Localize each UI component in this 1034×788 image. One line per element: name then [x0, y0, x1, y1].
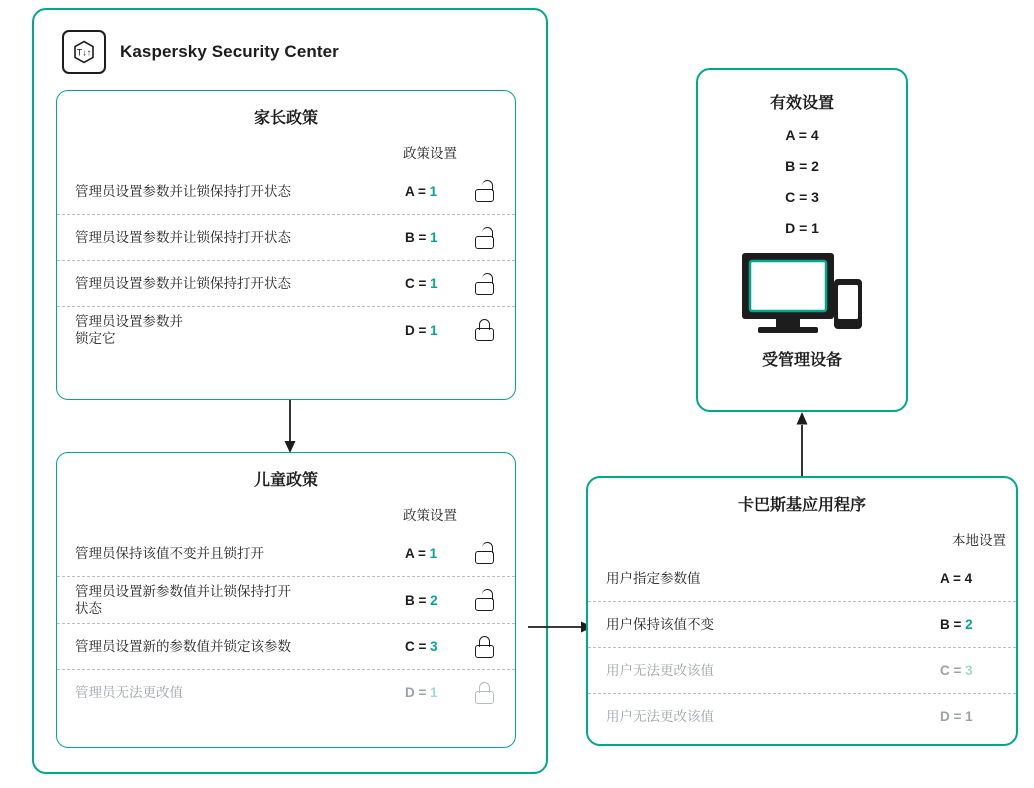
child-policy-rows [57, 530, 515, 715]
table-row [588, 647, 1016, 693]
table-row [57, 623, 515, 669]
application-column-header: 本地设置 [952, 533, 1006, 548]
lock-open-icon [475, 180, 494, 202]
row-description: 管理员设置参数并让锁保持打开状态 [75, 183, 291, 199]
table-row [57, 260, 515, 306]
row-value: A = 1 [405, 183, 438, 199]
effective-settings-title: 有效设置 [769, 95, 834, 112]
table-row [588, 693, 1016, 739]
arrow-parent-to-child [278, 400, 302, 456]
lock-cell [467, 636, 501, 658]
row-value: B = 2 [405, 592, 438, 608]
child-policy-column-header: 政策设置 [403, 508, 457, 523]
row-value: B = 2 [940, 617, 973, 632]
row-description: 管理员设置参数并 锁定它 [75, 314, 183, 346]
row-value: C = 1 [405, 276, 438, 291]
row-value: B = 1 [405, 230, 438, 245]
row-description: 用户保持该值不变 [606, 617, 714, 632]
row-description: 管理员无法更改值 [75, 685, 183, 700]
lock-open-icon [475, 273, 494, 295]
row-description: 用户指定参数值 [606, 570, 701, 586]
row-value: C = 3 [940, 663, 973, 678]
application-card [586, 476, 1018, 746]
effective-settings-card [696, 68, 908, 412]
svg-text:T↓↑: T↓↑ [76, 47, 92, 58]
lock-closed-icon [475, 682, 494, 704]
row-description: 用户无法更改该值 [606, 709, 714, 724]
lock-cell [467, 589, 501, 611]
managed-device-icon [698, 251, 906, 337]
lock-cell [467, 682, 501, 704]
row-value: A = 1 [405, 545, 438, 561]
parent-policy-title: 家长政策 [253, 110, 318, 127]
parent-policy-card [56, 90, 516, 400]
lock-cell [467, 542, 501, 564]
table-row [57, 530, 515, 576]
child-policy-card [56, 452, 516, 748]
row-description: 管理员设置新的参数值并锁定该参数 [75, 639, 291, 654]
product-title: Kaspersky Security Center [120, 42, 339, 61]
row-value: A = 4 [940, 570, 973, 586]
effective-value: C = 3 [785, 189, 819, 205]
lock-open-icon [475, 542, 494, 564]
table-row [57, 669, 515, 715]
managed-device-label: 受管理设备 [761, 352, 842, 369]
lock-cell [467, 180, 501, 202]
row-description: 用户无法更改该值 [606, 663, 714, 678]
table-row [588, 555, 1016, 601]
effective-value: A = 4 [785, 127, 819, 143]
row-description: 管理员设置新参数值并让锁保持打开 状态 [75, 584, 291, 616]
kaspersky-hex-icon [62, 30, 106, 74]
row-value: D = 1 [405, 685, 438, 700]
parent-policy-rows [57, 168, 515, 353]
ksc-header [62, 30, 339, 74]
lock-closed-icon [475, 319, 494, 341]
table-row [57, 214, 515, 260]
table-row [57, 168, 515, 214]
row-description: 管理员保持该值不变并且锁打开 [75, 545, 264, 561]
lock-open-icon [475, 589, 494, 611]
table-row [57, 306, 515, 353]
row-description: 管理员设置参数并让锁保持打开状态 [75, 276, 291, 291]
effective-value: D = 1 [785, 220, 819, 236]
application-rows [588, 555, 1016, 739]
table-row [57, 576, 515, 623]
lock-closed-icon [475, 636, 494, 658]
lock-cell [467, 227, 501, 249]
application-title: 卡巴斯基应用程序 [737, 497, 866, 514]
effective-settings-values [698, 127, 906, 236]
arrow-application-to-effective [790, 412, 814, 478]
row-value: C = 3 [405, 639, 438, 654]
parent-policy-column-header: 政策设置 [403, 146, 457, 161]
lock-open-icon [475, 227, 494, 249]
child-policy-title: 儿童政策 [253, 472, 318, 489]
effective-value: B = 2 [785, 158, 819, 174]
row-description: 管理员设置参数并让锁保持打开状态 [75, 230, 291, 245]
table-row [588, 601, 1016, 647]
lock-cell [467, 273, 501, 295]
row-value: D = 1 [405, 322, 438, 338]
lock-cell [467, 319, 501, 341]
row-value: D = 1 [940, 709, 973, 724]
